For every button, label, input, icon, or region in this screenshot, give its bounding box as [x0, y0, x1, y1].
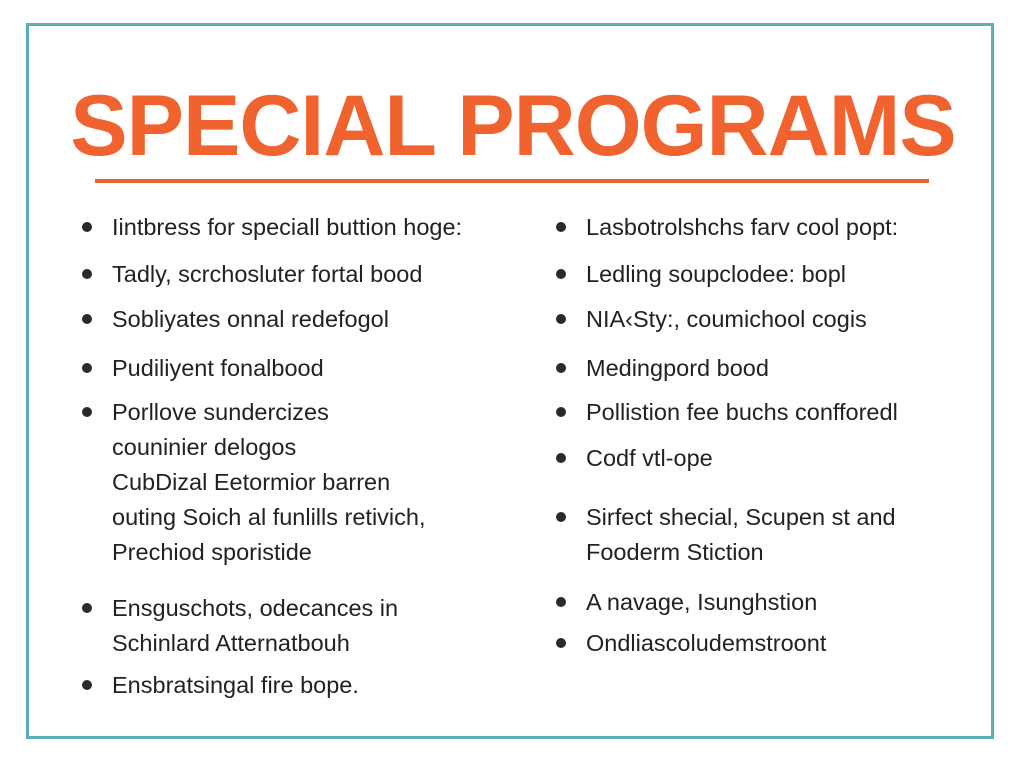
list-item	[112, 257, 422, 292]
list-item	[112, 668, 359, 703]
list-item	[586, 395, 898, 430]
list-item-text: outing Soich al funlills retivich,	[112, 504, 426, 530]
list-item	[112, 591, 398, 661]
list-item	[586, 257, 846, 292]
bullet-icon	[82, 269, 92, 279]
bullet-icon	[556, 407, 566, 417]
list-item-text: Lasbotrolshchs farv cool popt:	[586, 214, 899, 240]
bullet-icon	[82, 680, 92, 690]
list-item	[112, 395, 426, 570]
bullet-icon	[556, 512, 566, 522]
bullet-icon	[556, 597, 566, 607]
list-item-text: couninier delogos	[112, 434, 297, 460]
bullet-icon	[82, 314, 92, 324]
bullet-icon	[556, 222, 566, 232]
page-title: SPECIAL PROGRAMS	[70, 78, 956, 174]
bullet-icon	[556, 363, 566, 373]
list-item-text: Medingpord bood	[586, 355, 769, 381]
list-item-text: Pollistion fee buchs confforedl	[586, 399, 898, 425]
list-item-text: Prechiod sporistide	[112, 539, 312, 565]
list-item-text: Ensguschots, odecances in	[112, 595, 399, 621]
list-item	[586, 441, 713, 476]
bullet-icon	[556, 269, 566, 279]
list-item-text: Ledling soupclodee: bopl	[586, 261, 847, 287]
list-item-text: Sobliyates onnal redefogol	[112, 306, 389, 332]
list-item-text: Fooderm Stiction	[586, 539, 764, 565]
list-item-text: Codf vtl-ope	[586, 445, 713, 471]
list-item-text: Sirfect shecial, Scupen st and	[586, 504, 896, 530]
list-item-text: Porllove sundercizes	[112, 399, 329, 425]
list-item-text: Iintbress for speciall buttion hoge:	[112, 214, 463, 240]
list-item-text: CubDizal Eetormior barren	[112, 469, 391, 495]
bullet-icon	[556, 314, 566, 324]
list-item	[586, 585, 817, 620]
list-item	[586, 210, 898, 245]
list-item-text: Pudiliyent fonalbood	[112, 355, 324, 381]
title-divider	[95, 179, 929, 183]
bullet-icon	[556, 638, 566, 648]
list-item	[112, 302, 389, 337]
list-item-text: A navage, Isunghstion	[586, 589, 818, 615]
list-item	[112, 351, 324, 386]
list-item	[586, 351, 769, 386]
list-item-text: Ondliascoludemstroont	[586, 630, 827, 656]
list-item	[586, 500, 896, 570]
bullet-icon	[82, 603, 92, 613]
bullet-icon	[556, 453, 566, 463]
list-item	[586, 302, 867, 337]
list-item-text: Ensbratsingal fire bope.	[112, 672, 359, 698]
bullet-icon	[82, 222, 92, 232]
list-item-text: NIA‹Sty:, coumichool cogis	[586, 306, 867, 332]
bullet-icon	[82, 407, 92, 417]
bullet-icon	[82, 363, 92, 373]
list-item-text: Schinlard Atternatbouh	[112, 630, 350, 656]
list-item	[586, 626, 826, 661]
content-frame	[26, 23, 994, 739]
list-item	[112, 210, 462, 245]
list-item-text: Tadly, scrchosluter fortal bood	[112, 261, 423, 287]
